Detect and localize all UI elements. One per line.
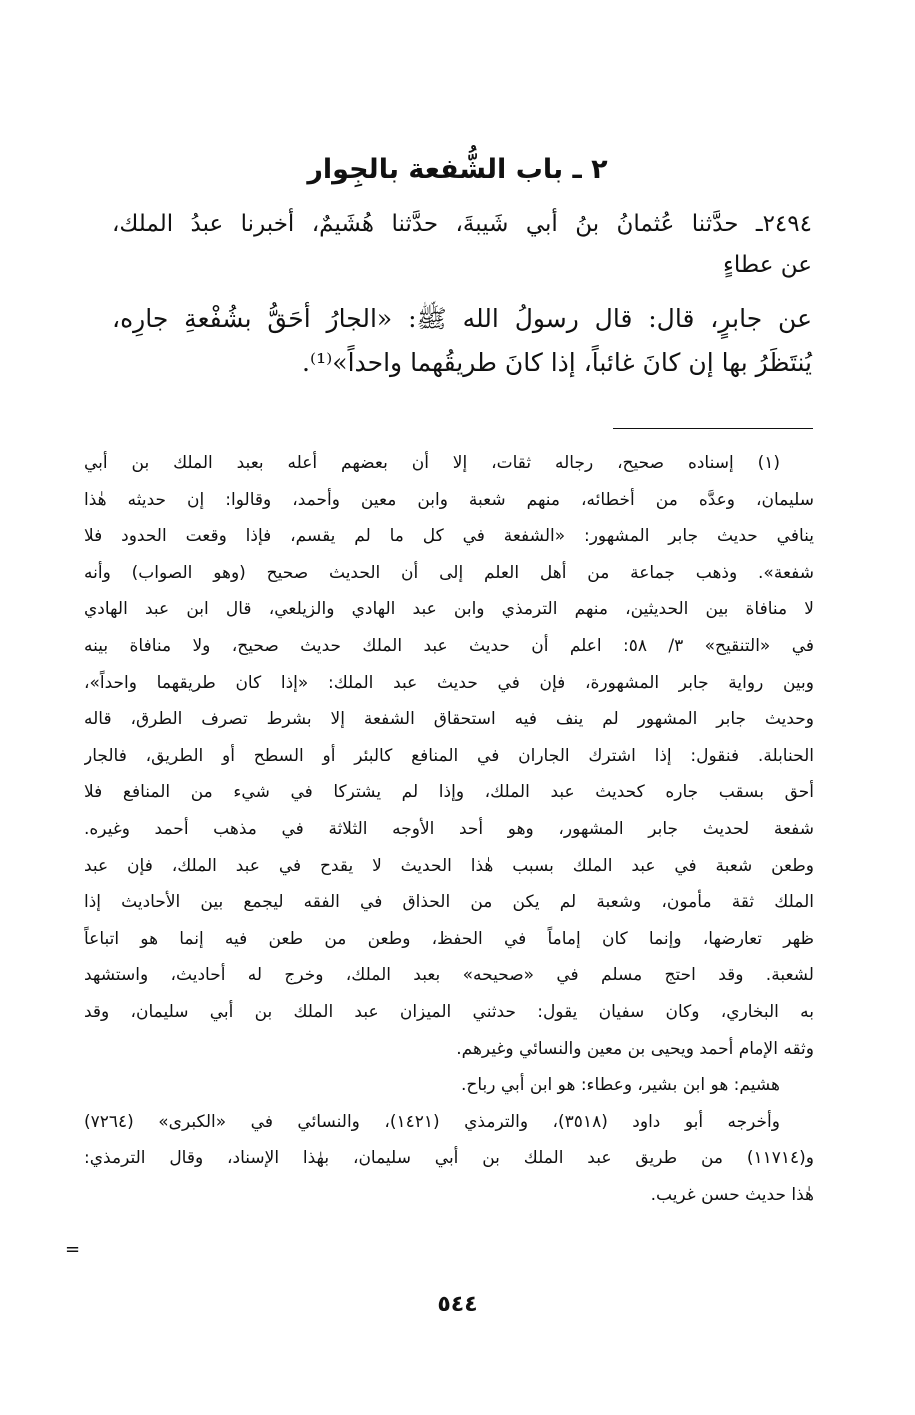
footnote-line: شفعة لحديث جابر المشهور، وهو أحد الأوجه الثلاثة في مذهب أحمد وغيره. [84, 818, 814, 839]
isnad-line: عن عطاءٍ [723, 252, 812, 278]
footnote-line: الملك ثقة مأمون، وشعبة لم يكن من الحذاق في الفقه ليجمع بين الأحاديث إذا [84, 892, 814, 913]
isnad-line: ٢٤٩٤ـ حدَّثنا عُثمانُ بنُ أبي شَيبةَ، حدَّثنا هُشَيمٌ، أخبرنا عبدُ الملك، [112, 211, 812, 237]
footnote-line: في «التنقيح» ٣/ ٥٨: اعلم أن حديث عبد الملك حديث صحيح، ولا منافاة بينه [84, 635, 814, 656]
footnote-line: لا منافاة بين الحديثين، منهم الترمذي وابن عبد الهادي والزيلعي، قال ابن عبد الهادي [84, 599, 814, 620]
footnote-line: وأخرجه أبو داود (٣٥١٨)، والترمذي (١٤٢١)، والنسائي في «الكبرى» (٧٢٦٤) [84, 1111, 780, 1132]
footnote-line: هشيم: هو ابن بشير، وعطاء: هو ابن أبي رباح. [460, 1075, 780, 1096]
footnote-line: وحديث جابر المشهور لم ينف فيه استحقاق الشفعة إلا بشرط تصرف الطرق، قاله [84, 709, 814, 730]
footnote-line: وطعن شعبة في عبد الملك بسبب هٰذا الحديث لا يقدح في عبد الملك، فإن عبد [84, 855, 814, 876]
page-number: ٥٤٤ [437, 1292, 478, 1317]
footnote-line: الحنابلة. فنقول: إذا اشترك الجاران في المنافع كالبئر أو السطح أو الطريق، فالجار [84, 745, 814, 766]
footnote-line: لشعبة. وقد احتج مسلم في «صحيحه» بعبد الملك، وخرج له أحاديث، واستشهد [84, 965, 814, 986]
footnote-line: وثقه الإمام أحمد ويحيى بن معين والنسائي وغيرهم. [456, 1038, 814, 1059]
chapter-title: ٢ ـ باب الشُّفعة بالجِوار [307, 154, 608, 185]
footnote-line: وبين رواية جابر المشهورة، فإن في حديث عبد الملك: «إذا كان طريقهما واحداً»، [84, 672, 814, 693]
footnote-line: ينافي حديث جابر المشهور: «الشفعة في كل ما لم يقسم، فإذا وقعت الحدود فلا [84, 526, 814, 547]
footnote-line: (١) إسناده صحيح، رجاله ثقات، إلا أن بعضهم أعله بعبد الملك بن أبي [84, 453, 780, 473]
hadith-matn [112, 297, 812, 385]
footnote-line: شفعة». وذهب جماعة من أهل العلم إلى أن الحديث صحيح (وهو الصواب) وأنه [84, 562, 814, 583]
footnote-line: سليمان، وعدَّه من أخطائه، منهم شعبة وابن معين وأحمد، وقالوا: إن حديثه هٰذا [84, 489, 814, 510]
footnotes [84, 445, 814, 1213]
matn-line: يُنتَظَرُ بها إن كانَ غائباً، إذا كانَ طريقُهما واحداً»⁽¹⁾. [302, 348, 812, 377]
footnote-line: ظهر تعارضها، وإنما كان إماماً في الحفظ، وطعن من طعن فيه إنما هو اتباعاً [84, 928, 814, 949]
matn-line: عن جابرٍ، قال: قال رسولُ الله ﷺ: «الجارُ أحَقُّ بشُفْعةِ جارِه، [112, 304, 812, 333]
footnote-line: به البخاري، وكان سفيان يقول: حدثني الميزان عبد الملك بن أبي سليمان، وقد [84, 1001, 814, 1022]
footnote-line: و(١١٧١٤) من طريق عبد الملك بن أبي سليمان، بهٰذا الإسناد، وقال الترمذي: [84, 1148, 814, 1169]
hadith-text [112, 203, 812, 385]
continued-mark: = [65, 1239, 81, 1260]
footnote-line: هٰذا حديث حسن غريب. [650, 1184, 814, 1205]
footnote-separator [613, 428, 813, 429]
footnote-line: أحق بسقب جاره كحديث عبد الملك، وإذا لم يشتركا في شيء من المنافع فلا [84, 782, 814, 803]
